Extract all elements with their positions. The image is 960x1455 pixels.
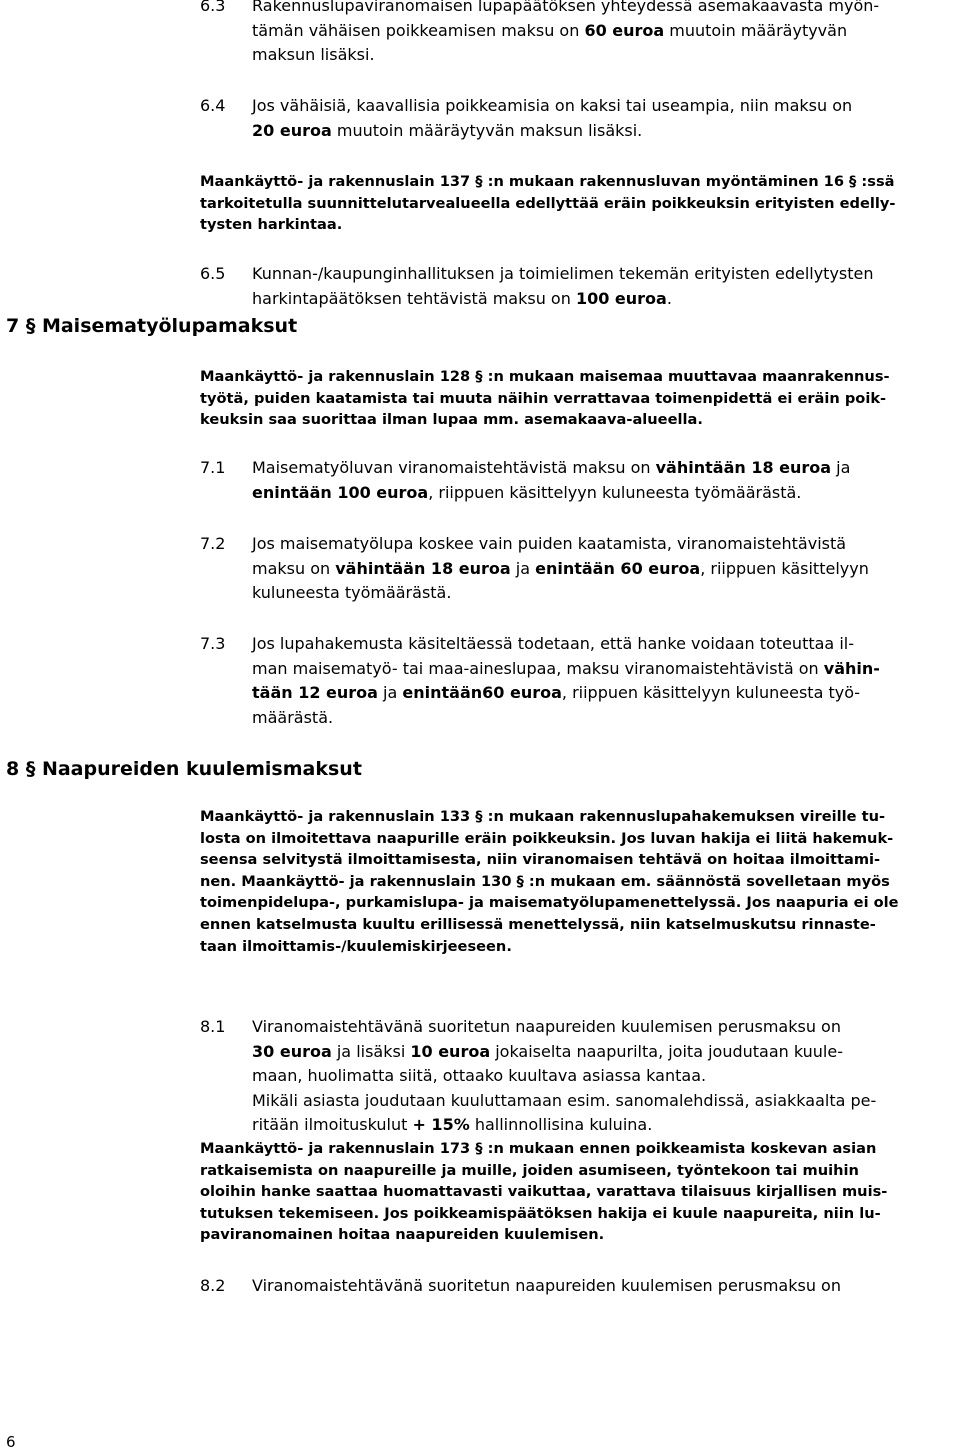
item-line [252,43,960,68]
text-run: Viranomaistehtävänä suoritetun naapureiden kuulemisen perusmaksu on [252,1017,841,1036]
text-run: Mikäli asiasta joudutaan kuuluttamaan esim. sanomalehdissä, asiakkaalta pe- [252,1090,877,1110]
text-run: Viranomaistehtävänä suoritetun naapureiden kuulemisen perusmaksu on [252,1276,841,1295]
item-number: 7.2 [200,534,226,553]
bold-amount: enintään60 euroa [402,683,562,702]
text-run: Kunnan-/kaupunginhallituksen ja toimielimen tekemän erityisten edellytysten [252,264,874,283]
item-text [252,1015,960,1138]
text-run: man maisematyö- tai maa-aineslupaa, maksu viranomaistehtävistä on [252,658,824,678]
law-note-line: toimenpidelupa-, purkamislupa- ja maisematyölupamenettelyssä. Jos naapuria ei ole [200,894,899,912]
item-line [252,681,960,706]
item-line [252,287,960,312]
item-text [252,262,960,311]
item-text [252,1274,960,1299]
page-number: 6 [6,1433,16,1451]
text-run: , riippuen käsittelyyn kuluneesta työ- [561,683,861,702]
law-note-line: oloihin hanke saattaa huomattavasti vaikuttaa, varattava tilaisuus kirjallisen muis- [200,1183,888,1201]
law-note-line: ratkaisemista on naapureille ja muille, joiden asumiseen, työntekoon tai muihin [200,1161,859,1179]
item-line [252,1040,960,1065]
text-run: ritään ilmoituskulut [252,1115,413,1134]
fee-item-6-4 [200,94,960,143]
text-run: , riippuen käsittelyyn kuluneesta työmäärästä. [428,482,802,502]
item-number: 6.4 [200,96,226,115]
text-run: maan, huolimatta siitä, ottaako kuultava asiassa kantaa. [252,1066,707,1085]
item-text [252,94,960,143]
section-heading-7: 7 § Maisematyölupamaksut [6,315,298,337]
law-note-line: keuksin saa suorittaa ilman lupaa mm. asemakaava-alueella. [200,411,703,429]
item-text [252,632,960,730]
item-line [252,0,960,19]
law-note-line: Maankäyttö- ja rakennuslain 173 § :n mukaan ennen poikkeamista koskevan asian [200,1140,877,1157]
law-note-line: tarkoitetulla suunnittelutarvealueella edellyttää eräin poikkeuksin erityisten edelly- [200,194,896,212]
text-run: kuluneesta työmäärästä. [252,583,452,602]
law-note-line: tutuksen tekemiseen. Jos poikkeamispäätöksen hakija ei kuule naapureita, niin lu- [200,1204,881,1222]
text-run: ja [377,683,403,702]
item-line [252,1089,960,1114]
bold-amount: vähintään 18 euroa [335,558,511,578]
law-note-line: paviranomainen hoitaa naapureiden kuulemisen. [200,1226,605,1244]
item-line [252,1274,960,1299]
text-run: Maisematyöluvan viranomaistehtävistä maksu on [252,458,656,477]
item-number: 7.3 [200,634,226,653]
fee-item-8-1 [200,1015,960,1138]
text-run: , riippuen käsittelyyn [700,558,869,578]
law-note-173 [200,1138,958,1246]
law-note-line: Maankäyttö- ja rakennuslain 137 § :n mukaan rakennusluvan myöntäminen 16 § :ssä [200,173,895,190]
text-run: hallinnollisina kuluina. [469,1115,653,1134]
bold-amount: 60 euroa [584,20,665,40]
item-line [252,1064,960,1089]
law-note-128 [200,366,958,431]
law-note-line: taan ilmoittamis-/kuulemiskirjeeseen. [200,937,512,955]
item-number: 8.1 [200,1017,226,1036]
law-note-line: seensa selvitystä ilmoittamisesta, niin viranomaisen tehtävä on hoitaa ilmoittami- [200,851,881,869]
bold-amount: vähintään 18 euroa [655,458,832,477]
bold-amount: tään 12 euroa [252,683,378,702]
item-line [252,481,960,506]
text-run: harkintapäätöksen tehtävistä maksu on [252,288,576,308]
item-line [252,262,960,287]
item-line [252,581,960,606]
item-line [252,706,960,731]
item-number: 7.1 [200,458,226,477]
text-run: ja lisäksi [331,1041,411,1061]
fee-item-6-5 [200,262,960,311]
text-run: Rakennuslupaviranomaisen lupapäätöksen yhteydessä asemakaavasta myön- [252,0,880,15]
item-line [252,119,960,144]
law-note-line: Maankäyttö- ja rakennuslain 128 § :n mukaan maisemaa muuttavaa maanrakennus- [200,368,890,385]
text-run: maksun lisäksi. [252,45,375,64]
law-note-line: työtä, puiden kaatamista tai muuta näihin verrattavaa toimenpidettä ei eräin poik- [200,389,887,407]
bold-amount: + 15% [412,1115,470,1134]
text-run: . [666,288,672,308]
item-text [252,456,960,505]
item-line [252,94,960,119]
item-line [252,19,960,44]
fee-item-7-3 [200,632,960,730]
text-run: ja [510,558,536,578]
fee-item-7-2 [200,532,960,606]
item-line [252,1113,960,1138]
text-run: muutoin määräytyvän [664,20,848,40]
item-number: 8.2 [200,1276,226,1295]
law-note-line: Maankäyttö- ja rakennuslain 133 § :n mukaan rakennuslupahakemuksen vireille tu- [200,808,886,825]
fee-item-6-3 [200,0,960,68]
item-text [252,0,960,68]
fee-item-8-2 [200,1274,960,1299]
item-number: 6.5 [200,264,226,283]
item-line [252,456,960,481]
text-run: Jos maisematyölupa koskee vain puiden kaatamista, viranomaistehtävistä [252,534,847,553]
law-note-line: tysten harkintaa. [200,216,343,234]
text-run: jokaiselta naapurilta, joita joudutaan kuule- [490,1041,843,1061]
bold-amount: 10 euroa [410,1041,491,1061]
text-run: määrästä. [252,707,334,727]
item-line [252,532,960,557]
item-line [252,632,960,657]
text-run: ja [831,458,851,477]
bold-amount: enintään 100 euroa [252,482,429,502]
bold-amount: 100 euroa [575,288,667,308]
item-line [252,557,960,582]
text-run: Jos lupahakemusta käsiteltäessä todetaan, että hanke voidaan toteuttaa il- [252,634,854,653]
law-note-137 [200,171,958,236]
fee-item-7-1 [200,456,960,505]
section-heading-8: 8 § Naapureiden kuulemismaksut [6,758,362,780]
item-text [252,532,960,606]
item-number: 6.3 [200,0,226,15]
bold-amount: enintään 60 euroa [535,558,701,578]
text-run: tämän vähäisen poikkeamisen maksu on [252,20,585,40]
bold-amount: 30 euroa [252,1041,332,1061]
law-note-line: nen. Maankäyttö- ja rakennuslain 130 § :n mukaan em. säännöstä sovelletaan myös [200,872,890,890]
law-note-line: ennen katselmusta kuultu erillisessä menettelyssä, niin katselmuskutsu rinnaste- [200,915,876,933]
text-run: muutoin määräytyvän maksun lisäksi. [331,120,643,140]
text-run: Jos vähäisiä, kaavallisia poikkeamisia on kaksi tai useampia, niin maksu on [252,96,853,115]
law-note-133 [200,806,958,957]
item-line [252,1015,960,1040]
law-note-line: losta on ilmoitettava naapurille eräin poikkeuksin. Jos luvan hakija ei liitä hakemuk- [200,829,894,847]
bold-amount: 20 euroa [252,120,332,140]
item-line [252,657,960,682]
bold-amount: vähin- [823,658,880,678]
text-run: maksu on [252,558,336,578]
